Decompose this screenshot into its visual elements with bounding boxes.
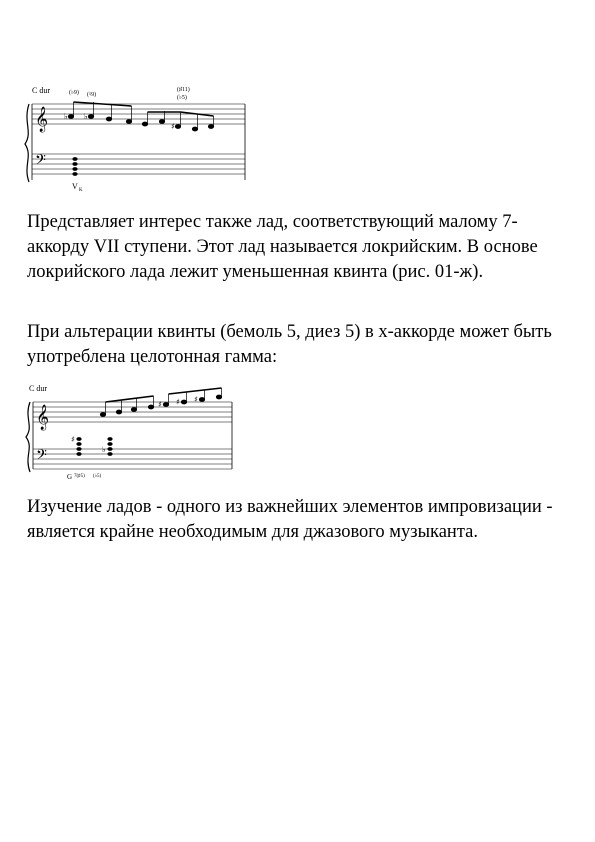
svg-text:♯: ♯ (171, 122, 175, 131)
svg-text:♯: ♯ (71, 435, 75, 444)
svg-text:♭: ♭ (102, 445, 106, 454)
paragraph-modes-importance: Изучение ладов - одного из важнейших элементов импровизации - является крайне необходимым для джазового музыканта. (27, 497, 553, 542)
music-figure-1 (27, 82, 227, 194)
chord-label: V (72, 182, 78, 191)
chord-label-sub: K (79, 188, 83, 193)
melody-notes (64, 102, 214, 131)
key-label: C dur (29, 384, 47, 393)
annotation-sharp11: (♯11) (177, 87, 190, 93)
grand-staff (26, 402, 232, 472)
bass-clef-icon: 𝄢 (36, 447, 47, 467)
treble-clef-icon: 𝄞 (35, 107, 49, 132)
treble-clef-icon: 𝄞 (36, 405, 50, 430)
chord-label: G (67, 473, 73, 481)
svg-text:♯: ♯ (158, 400, 162, 409)
chord-annotation-sharp5: 7(♯5) (74, 474, 85, 479)
paragraph-whole-tone: При альтерации квинты (бемоль 5, диез 5) в х-аккорде может быть употреблена целотонная гамма: (27, 322, 552, 367)
annotation-flat5: (♭5) (177, 95, 187, 101)
annotation-natural9: (♮9) (87, 92, 97, 98)
bass-chord (72, 157, 77, 176)
chord-annotation-flat5: (♭5) (93, 474, 102, 479)
bass-chords (71, 435, 113, 456)
svg-text:♯: ♯ (194, 395, 198, 404)
svg-text:♭: ♭ (64, 112, 68, 121)
svg-text:♭: ♭ (84, 112, 88, 121)
bass-clef-icon: 𝄢 (35, 152, 46, 172)
paragraph-locrian: Представляет интерес также лад, соответствующий малому 7-аккорду VII ступени. Этот лад называется локрийским. В основе локрийского лада лежит уменьшенная квинта (рис. 01-ж). (27, 212, 538, 282)
music-figure-2 (27, 382, 242, 482)
key-label: C dur (32, 86, 50, 95)
annotation-flat9: (♭9) (69, 90, 79, 96)
svg-text:♯: ♯ (176, 397, 180, 407)
